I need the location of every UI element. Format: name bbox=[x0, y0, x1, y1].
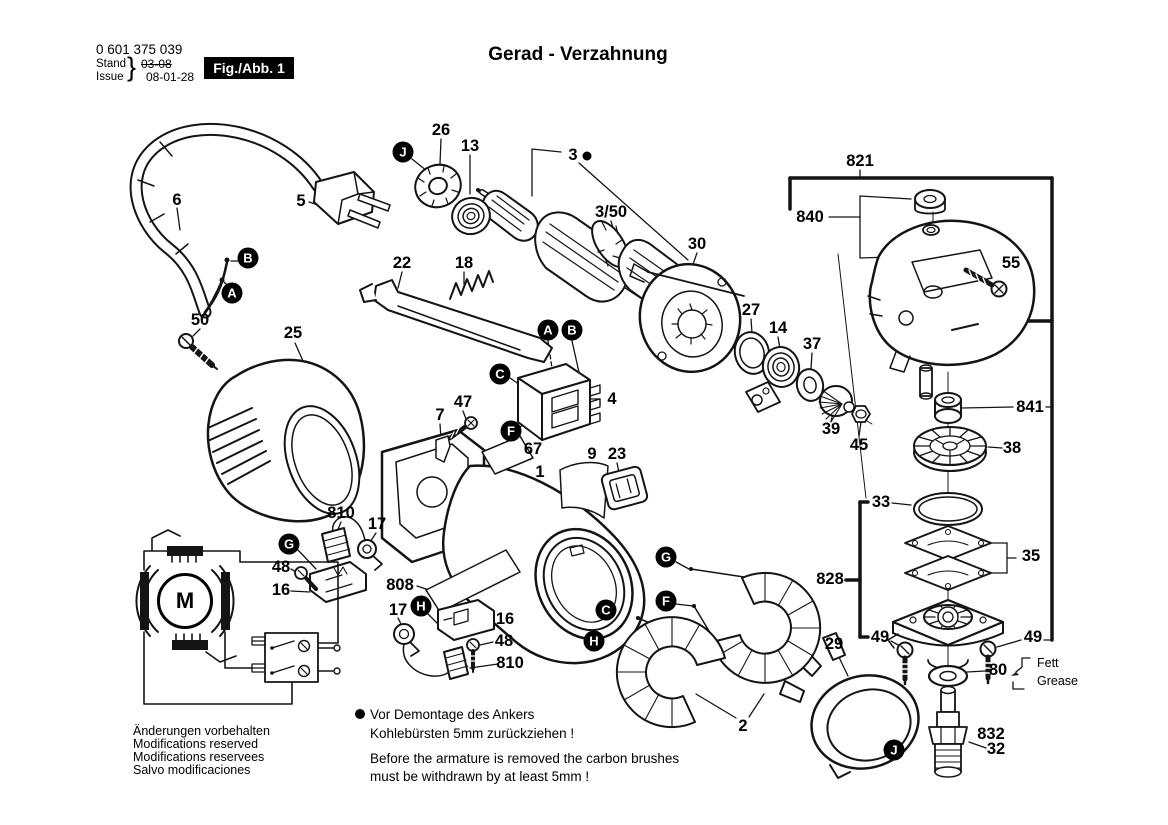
disclaimer-fr: Modifications reservees bbox=[133, 750, 265, 764]
part-label-49-right: 49 bbox=[1023, 627, 1043, 646]
disclaimer-es: Salvo modificaciones bbox=[133, 763, 251, 777]
gear-housing bbox=[868, 221, 1034, 372]
field-coils bbox=[617, 567, 820, 727]
part-label-80: 80 bbox=[988, 660, 1008, 679]
connector-badge-h-1: H bbox=[411, 596, 432, 617]
note-de-line1: Vor Demontage des Ankers bbox=[370, 707, 535, 722]
date-superseded: 03-08 bbox=[141, 57, 172, 71]
spindle-32 bbox=[929, 687, 967, 778]
connector-badge-g-2: G bbox=[656, 547, 677, 568]
part-label-16-lower: 16 bbox=[495, 609, 515, 628]
part-label-7: 7 bbox=[435, 405, 445, 424]
part-label-45: 45 bbox=[849, 435, 869, 454]
switch-4 bbox=[518, 364, 600, 440]
power-plug bbox=[314, 172, 390, 228]
part-label-47: 47 bbox=[453, 392, 473, 411]
part-label-13: 13 bbox=[460, 136, 480, 155]
part-label-48-upper: 48 bbox=[271, 557, 291, 576]
part-label-810-lower: 810 bbox=[496, 653, 524, 672]
part-label-821: 821 bbox=[846, 151, 874, 170]
part-label-55: 55 bbox=[1001, 253, 1021, 272]
part-label-5: 5 bbox=[296, 191, 306, 210]
part-label-16-upper: 16 bbox=[271, 580, 291, 599]
part-label-810-upper: 810 bbox=[327, 503, 355, 522]
part-label-49-left: 49 bbox=[870, 627, 890, 646]
nut-45 bbox=[852, 406, 870, 422]
part-label-23: 23 bbox=[607, 444, 627, 463]
grease-label-de: Fett bbox=[1037, 656, 1059, 670]
disclaimer-en: Modifications reserved bbox=[133, 737, 259, 751]
part-label-35: 35 bbox=[1021, 546, 1041, 565]
page-title: Gerad - Verzahnung bbox=[488, 44, 668, 65]
part-label-828: 828 bbox=[816, 569, 844, 588]
washer-80 bbox=[929, 666, 967, 686]
issue-label: Issue bbox=[96, 71, 124, 83]
part-label-9: 9 bbox=[587, 444, 597, 463]
connector-badge-a-1: A bbox=[222, 283, 243, 304]
bullet-icon bbox=[583, 152, 592, 161]
screw-50 bbox=[179, 334, 217, 369]
disclaimer-de: Änderungen vorbehalten bbox=[133, 724, 270, 738]
part-label-39: 39 bbox=[821, 419, 841, 438]
connector-badge-j-2: J bbox=[884, 740, 905, 761]
motor-end-cap bbox=[208, 360, 373, 524]
part-label-18: 18 bbox=[454, 253, 474, 272]
grease-arrowhead bbox=[1011, 672, 1019, 676]
connector-badge-c-1: C bbox=[490, 364, 511, 385]
connector-badge-j-1: J bbox=[393, 142, 414, 163]
part-label-37: 37 bbox=[802, 334, 822, 353]
figure-label: Fig./Abb. 1 bbox=[204, 57, 294, 79]
part-label-3: 3 bbox=[568, 145, 578, 164]
note-en-line1: Before the armature is removed the carbon brushes bbox=[370, 751, 680, 766]
part-label-832: 832 bbox=[977, 724, 1005, 743]
screw-49-left bbox=[898, 643, 913, 685]
note-de-line2: Kohlebürsten 5mm zurückziehen ! bbox=[370, 726, 575, 741]
part-label-840: 840 bbox=[796, 207, 824, 226]
stand-issue-brace: } bbox=[127, 52, 137, 82]
document-number: 0 601 375 039 bbox=[96, 42, 183, 57]
part-label-33: 33 bbox=[871, 492, 891, 511]
part-label-50: 50 bbox=[190, 310, 210, 329]
part-label-25: 25 bbox=[283, 323, 303, 342]
part-label-17-upper: 17 bbox=[367, 514, 387, 533]
o-ring-33 bbox=[914, 493, 982, 525]
gaskets-35 bbox=[905, 526, 991, 590]
part-label-14: 14 bbox=[768, 318, 788, 337]
part-label-2: 2 bbox=[738, 716, 748, 735]
part-label-1: 1 bbox=[535, 462, 545, 481]
crown-gear-38 bbox=[914, 427, 986, 471]
bearing-841 bbox=[935, 393, 961, 423]
pinion-39 bbox=[819, 386, 854, 422]
connector-badge-b-2: B bbox=[562, 320, 583, 341]
connector-badge-f-1: F bbox=[501, 421, 522, 442]
connector-badge-g-1: G bbox=[279, 534, 300, 555]
connector-badge-b-1: B bbox=[238, 248, 259, 269]
switch-lever bbox=[360, 280, 552, 362]
connector-badge-h-2: H bbox=[584, 631, 605, 652]
part-label-38: 38 bbox=[1002, 438, 1022, 457]
part-label-841: 841 bbox=[1016, 397, 1044, 416]
part-label-27: 27 bbox=[741, 300, 761, 319]
connector-badge-a-2: A bbox=[538, 320, 559, 341]
part-label-30: 30 bbox=[687, 234, 707, 253]
part-label-6: 6 bbox=[172, 190, 182, 209]
grease-label-en: Grease bbox=[1037, 674, 1078, 688]
motor-symbol: M bbox=[157, 573, 213, 629]
spring-18 bbox=[450, 271, 493, 299]
part-label-22: 22 bbox=[392, 253, 412, 272]
connector-badge-f-2: F bbox=[656, 591, 677, 612]
bullet-icon bbox=[355, 709, 365, 719]
part-label-3-50: 3/50 bbox=[594, 202, 628, 221]
part-label-808: 808 bbox=[386, 575, 414, 594]
note-en-line2: must be withdrawn by at least 5mm ! bbox=[370, 769, 590, 784]
pin-part bbox=[920, 365, 932, 399]
part-label-32: 32 bbox=[986, 739, 1006, 758]
part-label-29: 29 bbox=[824, 634, 844, 653]
connector-badge-c-2: C bbox=[596, 600, 617, 621]
date-issue: 08-01-28 bbox=[146, 70, 195, 84]
part-label-67: 67 bbox=[523, 439, 543, 458]
stand-label: Stand bbox=[96, 58, 127, 70]
part-label-17-lower: 17 bbox=[388, 600, 408, 619]
part-label-4: 4 bbox=[607, 389, 617, 408]
part-label-48-lower: 48 bbox=[494, 631, 514, 650]
part-label-26: 26 bbox=[431, 120, 451, 139]
